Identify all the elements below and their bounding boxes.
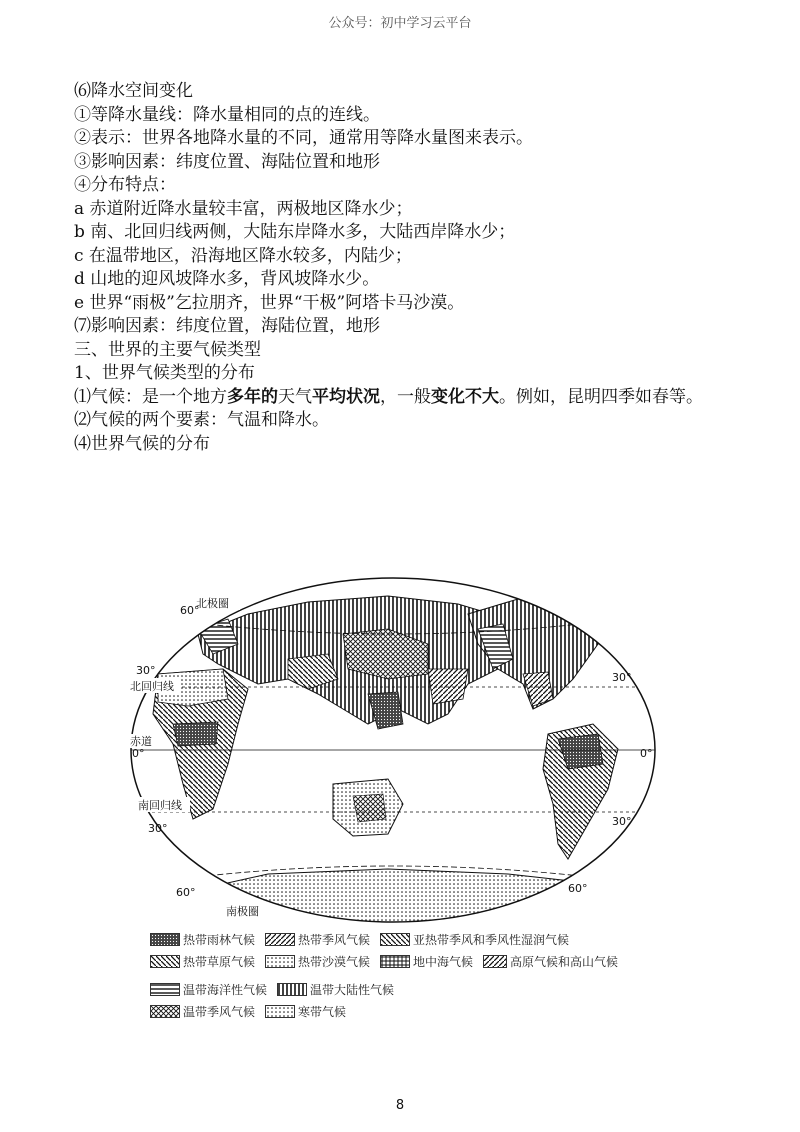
text-run: ⑴气候：是一个地方 xyxy=(74,386,227,407)
page-number: 8 xyxy=(395,1098,405,1113)
legend-item xyxy=(483,953,618,970)
legend-row xyxy=(150,928,690,950)
bold-text: 平均状况 xyxy=(312,386,380,407)
text-line: ①等降水量线：降水量相同的点的连线。 xyxy=(74,104,380,125)
map-legend xyxy=(150,928,690,1022)
text-line: b 南、北回归线两侧，大陆东岸降水多，大陆西岸降水少； xyxy=(74,222,516,242)
legend-label: 高原气候和高山气候 xyxy=(510,954,619,969)
section-heading: 三、世界的主要气候类型 xyxy=(74,339,261,360)
legend-swatch-icon xyxy=(150,983,180,996)
legend-label: 寒带气候 xyxy=(298,1004,347,1019)
legend-item xyxy=(150,931,255,948)
legend-label: 热带季风气候 xyxy=(298,932,371,947)
lat-label-60s-right: 60° xyxy=(568,882,588,895)
lat-label-0-left: 0° xyxy=(132,747,145,760)
legend-label: 地中海气候 xyxy=(413,954,474,969)
text-line: ⑷世界气候的分布 xyxy=(74,433,210,454)
legend-swatch-icon xyxy=(265,1005,295,1018)
text-line: ④分布特点： xyxy=(74,175,176,195)
text-line: ②表示：世界各地降水量的不同，通常用等降水量图来表示。 xyxy=(74,128,533,148)
climate-definition xyxy=(74,386,734,410)
lat-label-30n-right: 30° xyxy=(612,671,632,684)
legend-item xyxy=(150,953,255,970)
text-line: a 赤道附近降水量较丰富，两极地区降水少； xyxy=(74,198,413,219)
legend-item xyxy=(265,931,370,948)
legend-swatch-icon xyxy=(265,933,295,946)
legend-item xyxy=(150,981,267,998)
legend-swatch-icon xyxy=(380,955,410,968)
legend-swatch-icon xyxy=(380,933,410,946)
lat-label-30s: 30° xyxy=(148,822,168,835)
map-body xyxy=(128,574,658,926)
world-map-figure xyxy=(128,574,658,926)
legend-item xyxy=(277,981,394,998)
lat-label-0-right: 0° xyxy=(640,747,653,760)
legend-label: 热带雨林气候 xyxy=(183,932,256,947)
legend-label: 亚热带季风和季风性湿润气候 xyxy=(413,932,570,947)
legend-item xyxy=(265,953,370,970)
lat-label-60s: 60° xyxy=(176,886,196,899)
text-run: 天气 xyxy=(278,386,312,407)
antarctic-circle-label: 南极圈 xyxy=(226,905,259,918)
legend-label: 温带大陆性气候 xyxy=(310,982,395,997)
legend-swatch-icon xyxy=(277,983,307,996)
legend-row xyxy=(150,978,690,1000)
legend-item xyxy=(380,953,473,970)
bold-text: 多年的 xyxy=(227,386,278,407)
equator-label: 赤道 xyxy=(130,735,152,748)
text-body xyxy=(74,80,734,456)
legend-swatch-icon xyxy=(265,955,295,968)
legend-label: 温带季风气候 xyxy=(183,1004,256,1019)
text-line: c 在温带地区，沿海地区降水较多，内陆少； xyxy=(74,245,412,266)
legend-row xyxy=(150,950,690,972)
page-header: 公众号：初中学习云平台 xyxy=(328,16,472,31)
legend-swatch-icon xyxy=(150,933,180,946)
legend-swatch-icon xyxy=(483,955,507,968)
text-line: ③影响因素：纬度位置、海陆位置和地形 xyxy=(74,151,380,172)
legend-swatch-icon xyxy=(150,1005,180,1018)
arctic-circle-label: 北极圈 xyxy=(196,597,229,610)
legend-item xyxy=(150,1003,255,1020)
legend-item xyxy=(265,1003,346,1020)
text-line: ⑹降水空间变化 xyxy=(74,81,193,101)
lat-label-60n: 60° xyxy=(180,604,200,617)
lat-label-30s-right: 30° xyxy=(612,815,632,828)
legend-label: 温带海洋性气候 xyxy=(183,982,268,997)
legend-label: 热带沙漠气候 xyxy=(298,954,371,969)
text-run: 。例如，昆明四季如春等。 xyxy=(499,386,703,407)
tropic-north-label: 北回归线 xyxy=(130,680,174,693)
lat-label-30n: 30° xyxy=(136,664,156,677)
legend-row xyxy=(150,1000,690,1022)
text-line: ⑺影响因素：纬度位置，海陆位置，地形 xyxy=(74,316,380,336)
bold-text: 变化不大 xyxy=(431,386,499,407)
world-climate-map xyxy=(128,574,658,926)
text-line: e 世界“雨极”乞拉朋齐，世界“干极”阿塔卡马沙漠。 xyxy=(74,292,465,313)
text-line: ⑵气候的两个要素：气温和降水。 xyxy=(74,410,329,430)
tropic-south-label: 南回归线 xyxy=(138,799,182,812)
text-line: d 山地的迎风坡降水多，背风坡降水少。 xyxy=(74,269,380,289)
text-run: ，一般 xyxy=(380,386,431,407)
legend-item xyxy=(380,931,569,948)
legend-swatch-icon xyxy=(150,955,180,968)
legend-label: 热带草原气候 xyxy=(183,954,256,969)
subsection-heading: 1、世界气候类型的分布 xyxy=(74,363,255,383)
